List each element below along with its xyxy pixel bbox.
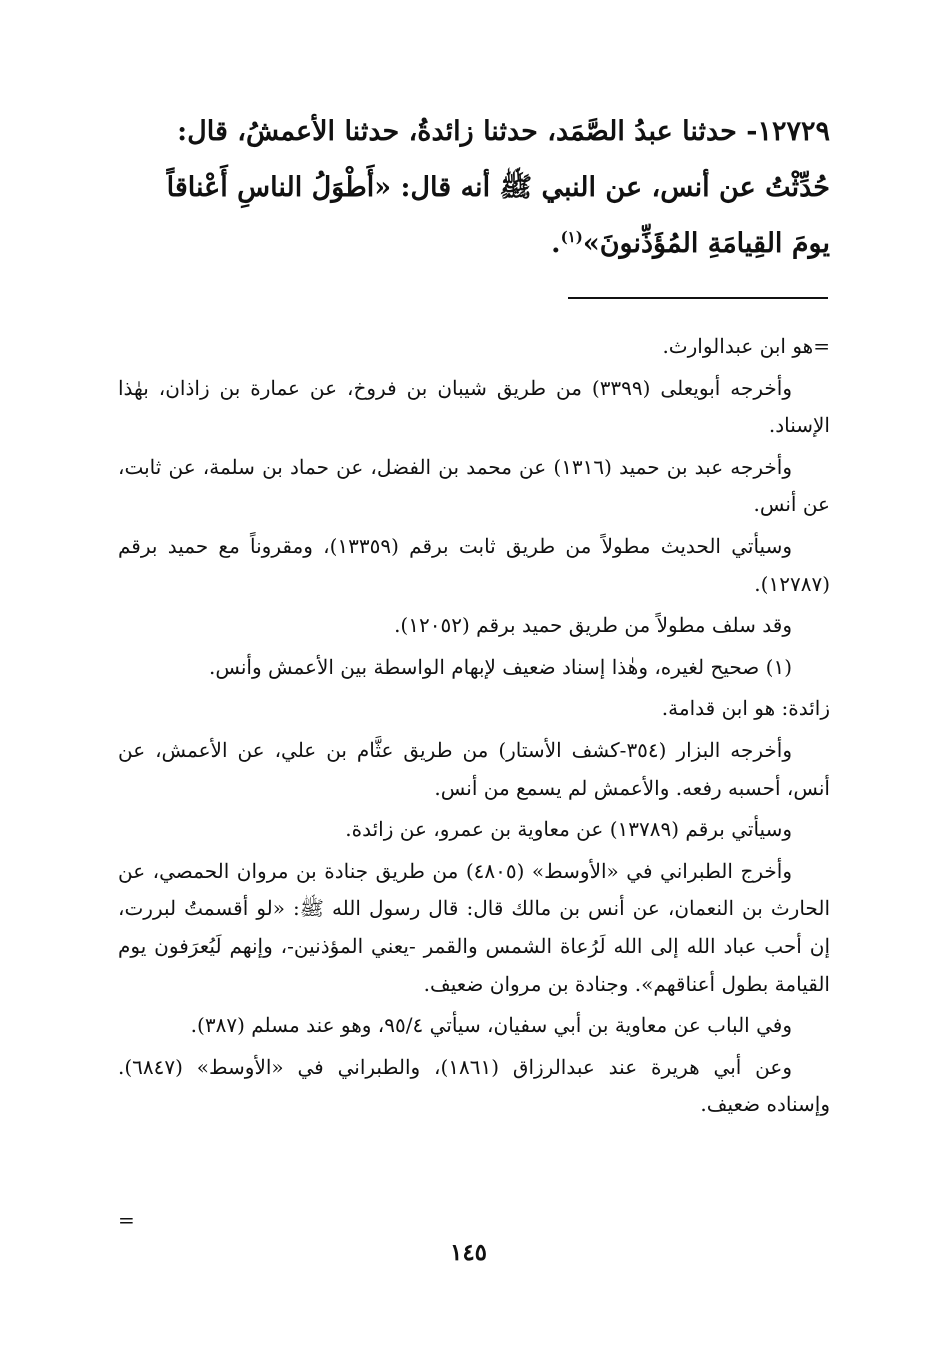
footnote-paragraph: وأخرج الطبراني في «الأوسط» (٤٨٠٥) من طريق جنادة بن مروان الحمصي، عن الحارث بن النعمان، عن أنس بن مالك قال: قال رسول الله ﷺ: «لو أقسمتُ لبررت، إن أحب عباد الله إلى الله لَرُعاة الشمس والقمر -يعني المؤذنين-، وإنهم لَيُعرَفون يوم القيامة بطول أعناقهم». وجنادة بن مروان ضعيف. [118, 858, 830, 996]
footnote-paragraph: وأخرجه عبد بن حميد (١٣١٦) عن محمد بن الفضل، عن حماد بن سلمة، عن ثابت، عن أنس. [118, 454, 830, 517]
hadith-number: ١٢٧٢٩- [746, 116, 830, 147]
footnote-separator [568, 297, 828, 299]
hadith-text [118, 104, 830, 272]
footnote-paragraph: وقد سلف مطولاً من طريق حميد برقم (١٢٠٥٢). [394, 613, 792, 638]
footnote-paragraph: وفي الباب عن معاوية بن أبي سفيان، سيأتي ٩٥/٤، وهو عند مسلم (٣٨٧). [190, 1013, 792, 1038]
page-number: ١٤٥ [449, 1239, 488, 1266]
footnote-paragraph: وأخرجه البزار (٣٥٤-كشف الأستار) من طريق عثَّام بن علي، عن الأعمش، عن أنس، أحسبه رفعه. والأعمش لم يسمع من أنس. [118, 737, 830, 800]
footnote-paragraph: (١) صحيح لغيره، وهٰذا إسناد ضعيف لإبهام الواسطة بين الأعمش وأنس. [208, 654, 792, 679]
footnote-reference: (١) [560, 228, 583, 246]
hadith-isnad: حدثنا عبدُ الصَّمَد، حدثنا زائدةُ، حدثنا الأعمشُ، قال: [177, 116, 747, 147]
footnote-paragraph: زائدة: هو ابن قدامة. [661, 696, 830, 721]
footnotes [118, 328, 830, 1128]
footnote-paragraph: وسيأتي برقم (١٣٧٨٩) عن معاوية بن عمرو، عن زائدة. [345, 817, 792, 842]
footnote-paragraph: وسيأتي الحديث مطولاً من طريق ثابت برقم (١٣٣٥٩)، ومقروناً مع حميد برقم (١٢٧٨٧). [118, 533, 830, 596]
hadith-matn-line: يومَ القِيامَةِ المُؤَذِّنونَ» [582, 228, 830, 259]
continuation-mark: = [118, 1208, 135, 1232]
footnote-paragraph: =هو ابن عبدالوارث. [662, 334, 830, 358]
footnote-paragraph: وأخرجه أبويعلى (٣٣٩٩) من طريق شيبان بن فروخ، عن عمارة بن زاذان، بهٰذا الإسناد. [118, 375, 830, 438]
hadith-end-mark: . [551, 228, 561, 259]
footnote-paragraph: وعن أبي هريرة عند عبدالرزاق (١٨٦١)، والطبراني في «الأوسط» (٦٨٤٧). وإسناده ضعيف. [118, 1054, 830, 1117]
hadith-matn-line: حُدِّثْتُ عن أنس، عن النبي ﷺ أنه قال: «أَطْوَلُ الناسِ أَعْناقاً [166, 172, 830, 203]
